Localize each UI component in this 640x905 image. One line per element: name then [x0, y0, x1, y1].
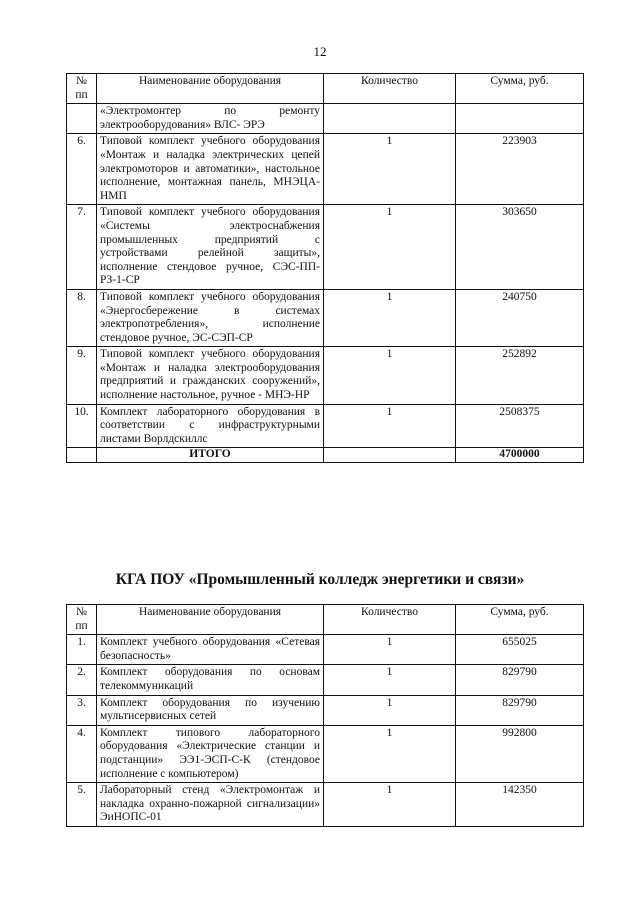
table-row — [67, 635, 584, 665]
table-row — [67, 134, 584, 205]
continuation-qty-cell — [324, 104, 456, 134]
row-sum: 829790 — [456, 695, 584, 725]
table-row — [67, 289, 584, 346]
table-row-continuation — [67, 104, 584, 134]
row-num: 10. — [67, 404, 97, 448]
section-title: КГА ПОУ «Промышленный колледж энергетики и связи» — [115, 571, 525, 588]
row-num: 4. — [67, 725, 97, 782]
row-num: 1. — [67, 635, 97, 665]
row-sum: 829790 — [456, 665, 584, 695]
row-qty: 1 — [324, 635, 456, 665]
continuation-num-cell — [67, 104, 97, 134]
table-row — [67, 205, 584, 290]
row-qty: 1 — [324, 695, 456, 725]
total-num-cell — [67, 448, 97, 463]
row-qty: 1 — [324, 289, 456, 346]
total-row — [67, 448, 584, 463]
row-num: 7. — [67, 205, 97, 290]
continuation-sum-cell — [456, 104, 584, 134]
row-name: Комплект учебного оборудования «Сетевая безопасность» — [97, 635, 324, 665]
row-sum: 992800 — [456, 725, 584, 782]
row-num: 9. — [67, 347, 97, 404]
row-sum: 240750 — [456, 289, 584, 346]
row-qty: 1 — [324, 134, 456, 205]
row-num: 6. — [67, 134, 97, 205]
continuation-name-cell: «Электромонтер по ремонту электрооборудования» ВЛС- ЭРЭ — [97, 104, 324, 134]
row-name: Типовой комплект учебного оборудования «Монтаж и наладка электрических цепей электромоторов и автоматики», настольное исполнение, монтажная панель, МНЭЦА-НМП — [97, 134, 324, 205]
row-num: 8. — [67, 289, 97, 346]
row-sum: 142350 — [456, 783, 584, 827]
row-sum: 303650 — [456, 205, 584, 290]
table-header-row — [67, 605, 584, 635]
row-name: Типовой комплект учебного оборудования «Системы электроснабжения промышленных предприятий с устройствами релейной защиты», исполнение стендовое ручное, СЭС-ПП-РЗ-1-СР — [97, 205, 324, 290]
row-num: 3. — [67, 695, 97, 725]
row-qty: 1 — [324, 783, 456, 827]
header-qty: Количество — [324, 74, 456, 104]
header-num: № пп — [67, 605, 97, 635]
row-sum: 223903 — [456, 134, 584, 205]
row-name: Типовой комплект учебного оборудования «Монтаж и наладка электрооборудования предприятий и гражданских сооружений», исполнение настольное, ручное - МНЭ-НР — [97, 347, 324, 404]
header-num: № пп — [67, 74, 97, 104]
row-qty: 1 — [324, 725, 456, 782]
row-qty: 1 — [324, 347, 456, 404]
row-num: 2. — [67, 665, 97, 695]
table-row — [67, 695, 584, 725]
table-row — [67, 665, 584, 695]
row-qty: 1 — [324, 665, 456, 695]
row-name: Лабораторный стенд «Электромонтаж и накладка охранно-пожарной сигнализации» ЭиНОПС-01 — [97, 783, 324, 827]
total-qty-cell — [324, 448, 456, 463]
page-number: 12 — [313, 44, 327, 59]
equipment-table-1 — [66, 73, 584, 463]
row-name: Комплект типового лабораторного оборудования «Электрические станции и подстанции» ЭЭ1-ЭСП-С-К (стендовое исполнение с компьютером) — [97, 725, 324, 782]
row-sum: 2508375 — [456, 404, 584, 448]
table-row — [67, 725, 584, 782]
equipment-table-2 — [66, 604, 584, 827]
header-sum: Сумма, руб. — [456, 74, 584, 104]
header-qty: Количество — [324, 605, 456, 635]
total-value: 4700000 — [456, 448, 584, 463]
header-name: Наименование оборудования — [97, 74, 324, 104]
table-row — [67, 404, 584, 448]
row-sum: 655025 — [456, 635, 584, 665]
table-row — [67, 783, 584, 827]
total-label: ИТОГО — [97, 448, 324, 463]
header-sum: Сумма, руб. — [456, 605, 584, 635]
row-qty: 1 — [324, 404, 456, 448]
row-name: Комплект лабораторного оборудования в соответствии с инфраструктурными листами Ворлдскиллс — [97, 404, 324, 448]
table-row — [67, 347, 584, 404]
row-qty: 1 — [324, 205, 456, 290]
row-name: Комплект оборудования по основам телекоммуникаций — [97, 665, 324, 695]
row-num: 5. — [67, 783, 97, 827]
table-header-row — [67, 74, 584, 104]
header-name: Наименование оборудования — [97, 605, 324, 635]
row-name: Комплект оборудования по изучению мультисервисных сетей — [97, 695, 324, 725]
row-name: Типовой комплект учебного оборудования «Энергосбережение в системах электропотребления», исполнение стендовое ручное, ЭС-СЭП-СР — [97, 289, 324, 346]
row-sum: 252892 — [456, 347, 584, 404]
